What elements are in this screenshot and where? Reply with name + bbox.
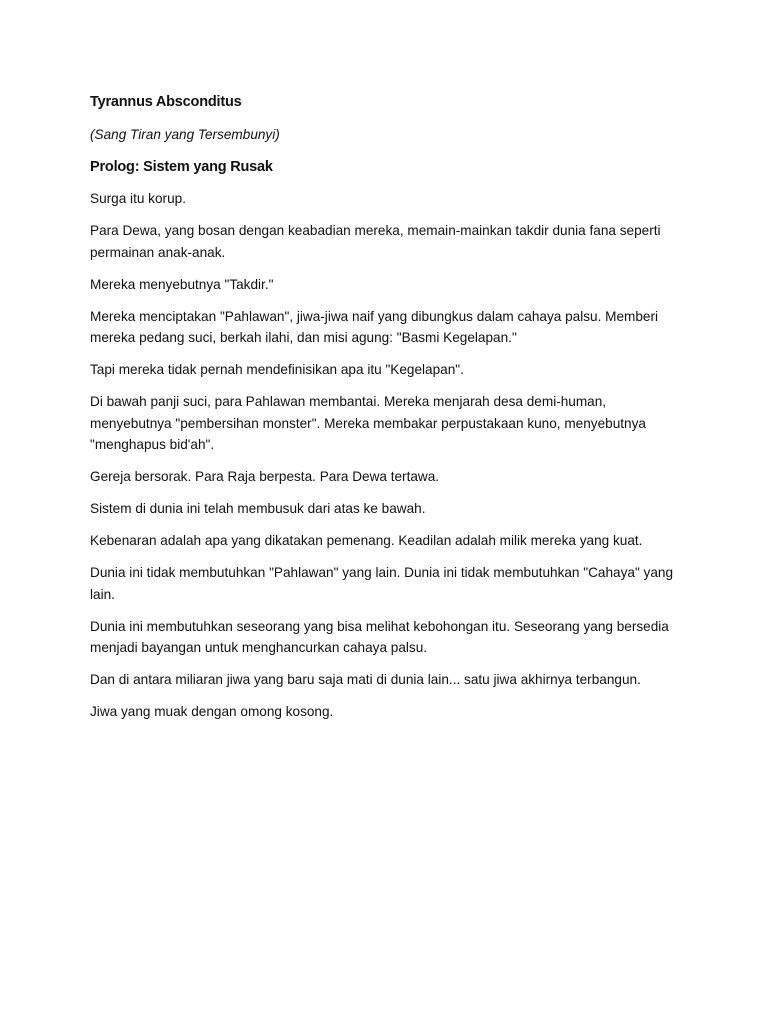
paragraph: Jiwa yang muak dengan omong kosong. xyxy=(90,704,334,719)
paragraph: Gereja bersorak. Para Raja berpesta. Para Dewa tertawa. xyxy=(90,469,440,484)
document-subtitle: (Sang Tiran yang Tersembunyi) xyxy=(90,127,280,142)
paragraph: Mereka menyebutnya "Takdir." xyxy=(90,276,274,292)
paragraph: Dunia ini tidak membutuhkan "Pahlawan" yang lain. Dunia ini tidak membutuhkan "Cahaya" yang lain. xyxy=(90,565,674,602)
paragraph: Tapi mereka tidak pernah mendefinisikan apa itu "Kegelapan". xyxy=(90,362,464,377)
section-heading: Prolog: Sistem yang Rusak xyxy=(90,159,273,175)
paragraph: Dan di antara miliaran jiwa yang baru saja mati di dunia lain... satu jiwa akhirnya terbangun. xyxy=(90,672,641,687)
paragraph: Surga itu korup. xyxy=(90,191,186,206)
paragraph: Di bawah panji suci, para Pahlawan membantai. Mereka menjarah desa demi-human, menyebutnya "pembersihan monster". Mereka membakar perpustakaan kuno, menyebutnya "menghapus bid'ah". xyxy=(90,394,646,452)
paragraph: Kebenaran adalah apa yang dikatakan pemenang. Keadilan adalah milik mereka yang kuat. xyxy=(90,533,643,548)
paragraph: Para Dewa, yang bosan dengan keabadian mereka, memain-mainkan takdir dunia fana seperti permainan anak-anak. xyxy=(90,223,661,260)
paragraph: Dunia ini membutuhkan seseorang yang bisa melihat kebohongan itu. Seseorang yang bersedia menjadi bayangan untuk menghancurkan cahaya palsu. xyxy=(90,618,669,655)
document-title: Tyrannus Absconditus xyxy=(90,94,242,110)
paragraph: Mereka menciptakan "Pahlawan", jiwa-jiwa naif yang dibungkus dalam cahaya palsu. Memberi mereka pedang suci, berkah ilahi, dan misi agung: "Basmi Kegelapan." xyxy=(90,308,659,345)
paragraph: Sistem di dunia ini telah membusuk dari atas ke bawah. xyxy=(90,501,426,516)
